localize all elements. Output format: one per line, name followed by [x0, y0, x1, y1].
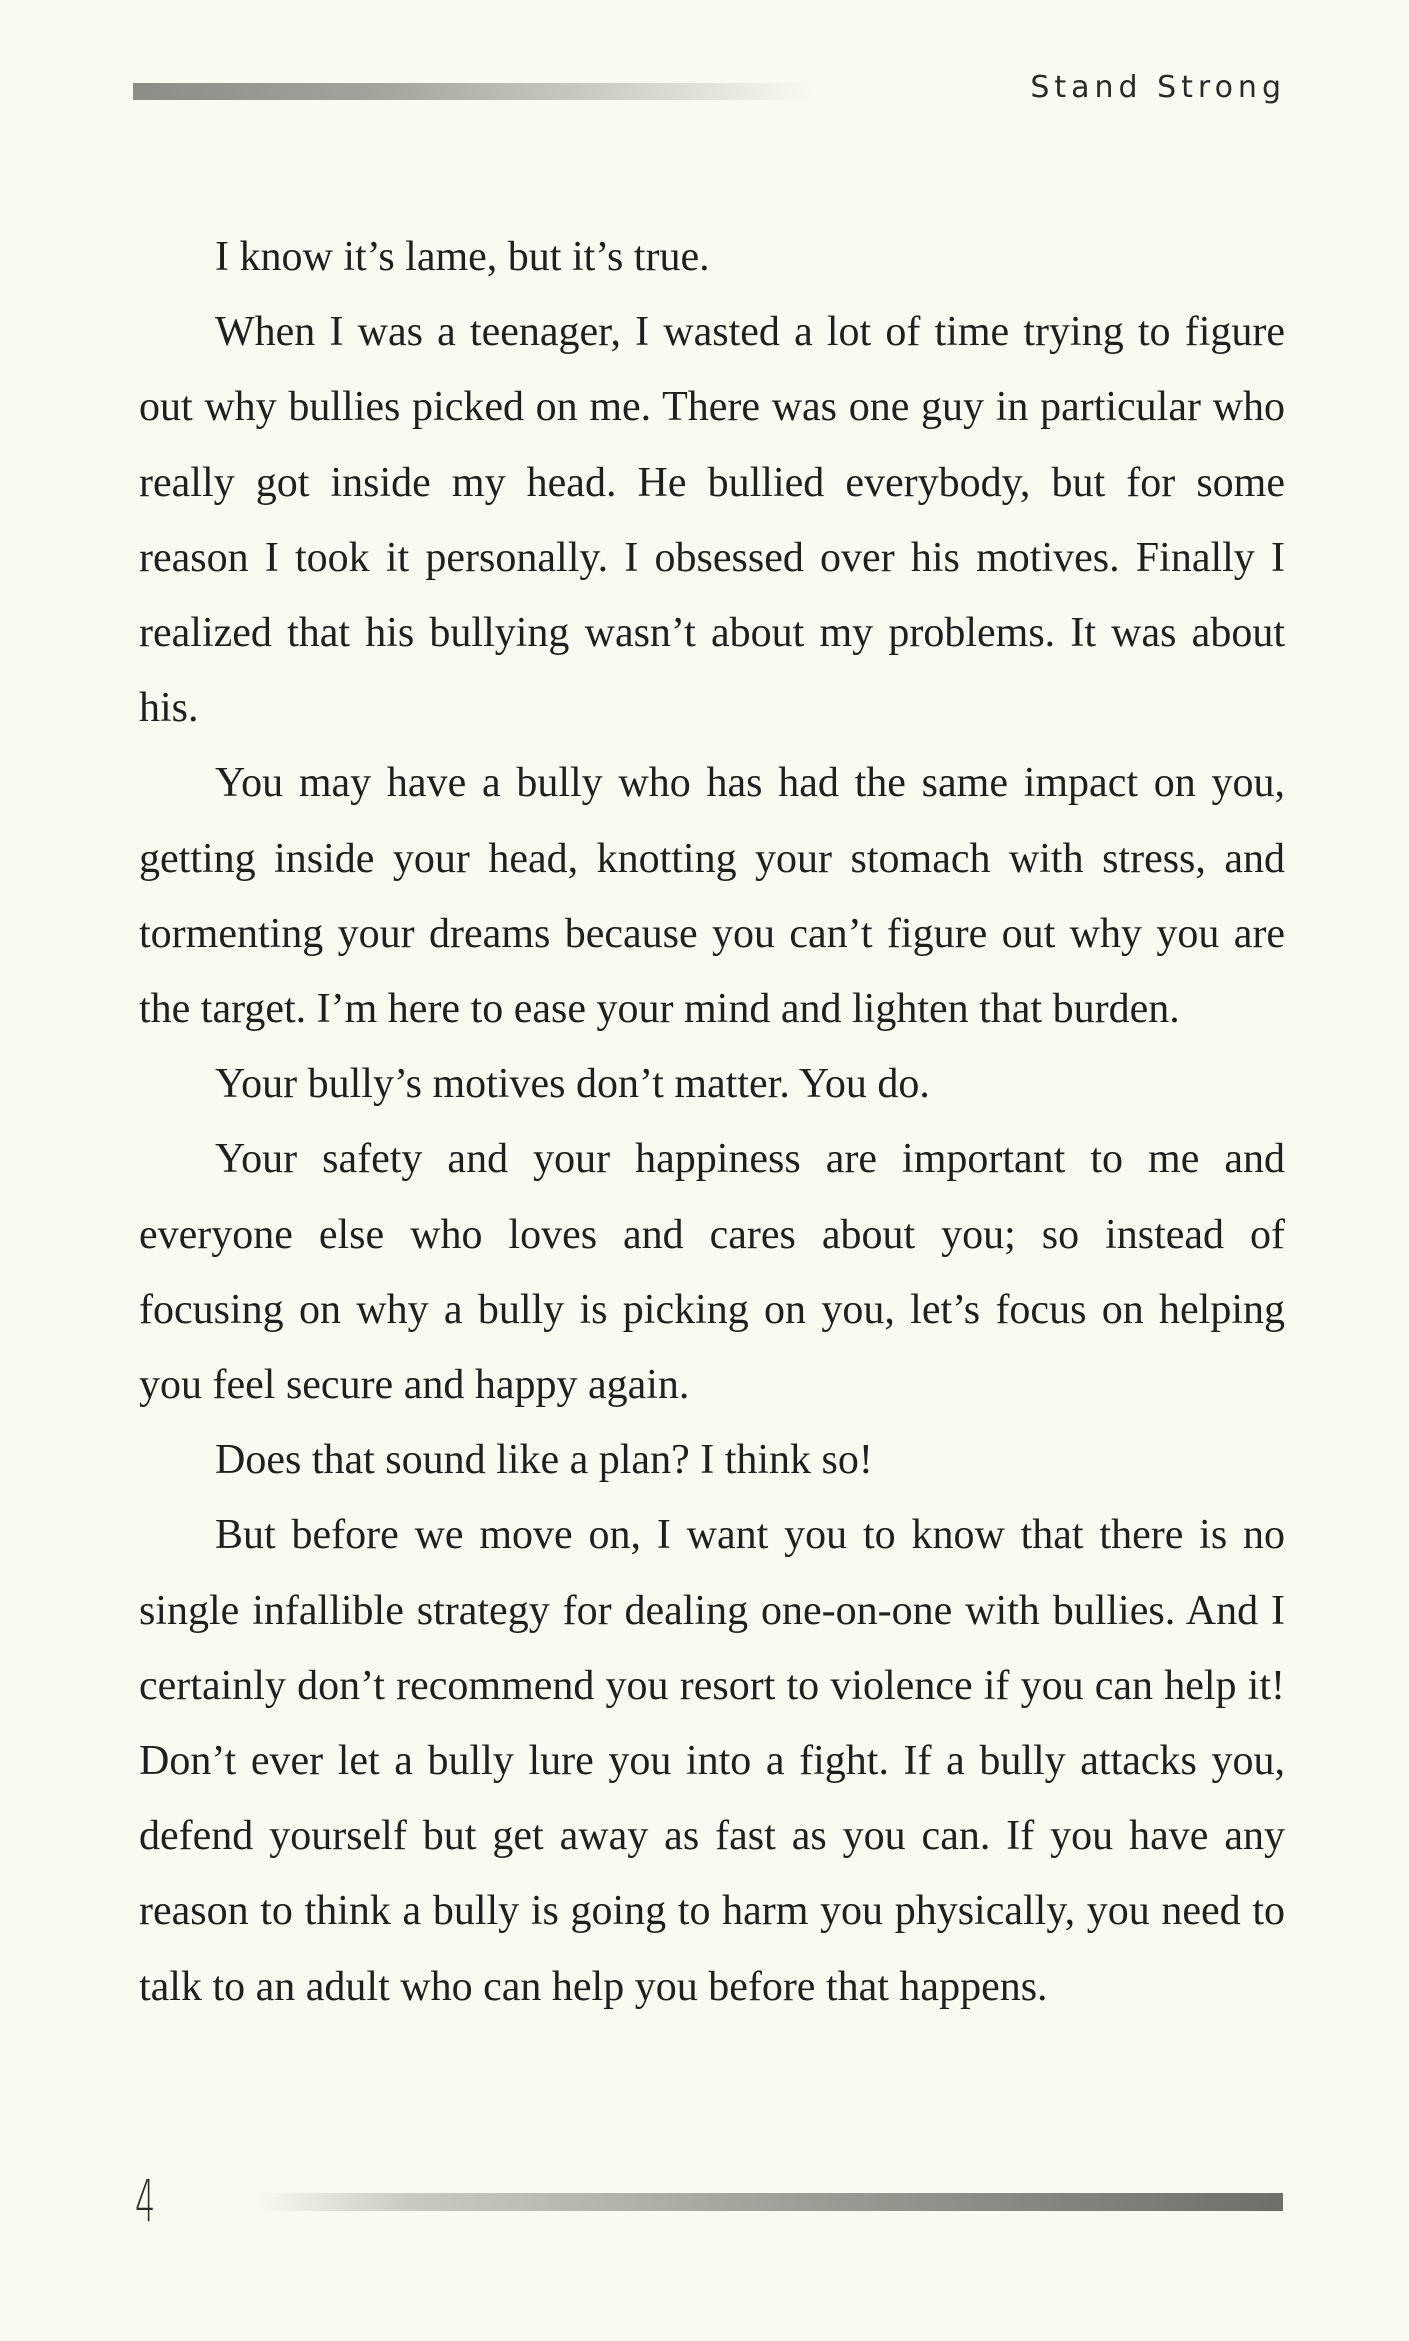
header-rule	[133, 83, 813, 100]
paragraph: Does that sound like a plan? I think so!	[215, 1437, 873, 1484]
paragraph: When I was a teenager, I wasted a lot of time trying to figure out why bullies picked on me. There was one guy in particular who really got inside my head. He bullied everybody, but for some reason I took it personally. I obsessed over his motives. Finally I realized that his bullying wasn’t about my problems. It was about his.	[139, 309, 1285, 732]
paragraph: You may have a bully who has had the same impact on you, getting inside your head, knotting your stomach with stress, and tormenting your dreams because you can’t figure out why you are the target. I’m here to ease your mind and lighten that burden.	[139, 760, 1285, 1033]
footer-rule	[255, 2193, 1283, 2211]
paragraph: But before we move on, I want you to know that there is no single infallible strategy for dealing one-on-one with bullies. And I certainly don’t recommend you resort to violence if you can help it! Don’t ever let a bully lure you into a fight. If a bully attacks you, defend yourself but get away as fast as you can. If you have any reason to think a bully is going to harm you physically, you need to talk to an adult who can help you before that happens.	[139, 1512, 1285, 2010]
paragraph: I know it’s lame, but it’s true.	[215, 234, 710, 280]
paragraph: Your safety and your happiness are important to me and everyone else who loves and cares about you; so instead of focusing on why a bully is picking on you, let’s focus on helping you feel secure and happy again.	[139, 1136, 1285, 1409]
body-text	[139, 220, 1285, 2025]
page-number: 4	[135, 2167, 156, 2235]
paragraph: Your bully’s motives don’t matter. You do.	[215, 1061, 930, 1108]
running-head: Stand Strong	[1030, 70, 1286, 105]
